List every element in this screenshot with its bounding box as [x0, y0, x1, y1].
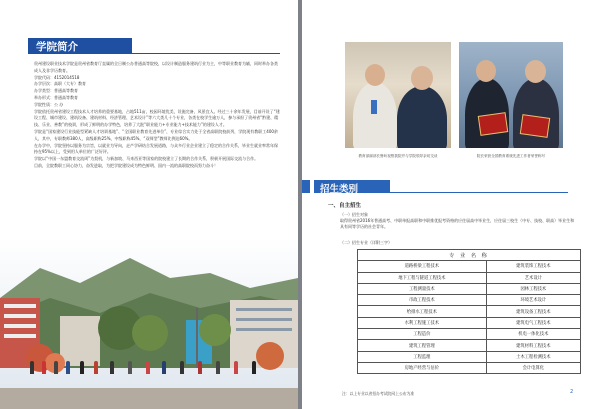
- major-cell: 建筑材料工程技术: [486, 340, 580, 351]
- table-row: [358, 317, 581, 328]
- major-cell: 会计电算化: [486, 362, 580, 373]
- section-accent: [302, 180, 310, 193]
- section-title: 招生类别: [320, 184, 359, 195]
- page-number: 2: [570, 389, 574, 395]
- major-cell: 给排水工程技术: [358, 306, 487, 317]
- table-row: [358, 283, 581, 294]
- intro-text: [34, 61, 280, 170]
- photo-caption-2: 院长荣获全国教育系统先进工作者荣誉称号: [476, 154, 546, 158]
- campus-photo: [0, 238, 298, 409]
- table-row: [358, 329, 581, 340]
- photo-caption-1: 教育部副部长鲁昕视察我院并与学院领导亲切交谈: [358, 154, 438, 158]
- intro-paragraph: 学院是“国家建设行业技能型紧缺人才培训基地”、“全国职业教育先进单位”，专业综合实力处于全省高职院校前列，学院现有教职工400余人，其中，专职教师380人，高级职称25%，中级职称45%，“双师型”教师比例达60%。: [34, 128, 278, 141]
- banner-rule: [132, 53, 280, 54]
- school-form: 举办形式：普通高等教育: [34, 94, 78, 100]
- major-cell: 建筑工程管理: [358, 340, 487, 351]
- table-row: [358, 295, 581, 306]
- table-row: [358, 340, 581, 351]
- target-description: 取得贵州省2016年普通高考、中职单报高职和中职推优报考资格的应往届高中毕业生，应往届三校生（中专、技校、职高）毕业生和具有同等学历的社会青年。: [340, 218, 575, 229]
- footnote: 注：以上专业以省招办考试院网上公布为准: [342, 391, 415, 396]
- major-cell: 房地产经营与估价: [358, 362, 487, 373]
- heading-self-enrollment: 一、自主招生: [328, 203, 362, 209]
- intro-paragraph: 贵州建设职业技术学院是贵州省教育厅直属的全日制公办普通高等院校，以设计制造服务建筑行业为主，中等职业教育为辅，同时举办各类成人及非学历教育。: [34, 61, 278, 73]
- major-cell: 园林工程技术: [486, 283, 580, 294]
- major-cell: 建筑电气工程技术: [486, 317, 580, 328]
- school-type: 办学类型：普通高等教育: [34, 88, 78, 94]
- subheading-majors: （二）招生专业（详附三字）: [340, 240, 392, 245]
- section-banner: [314, 180, 390, 193]
- table-row: [358, 261, 581, 272]
- major-cell: 工程造价: [358, 329, 487, 340]
- photo-vice-minister: [345, 42, 451, 148]
- school-level: 办学层次：高职（大专）教育: [34, 81, 86, 87]
- intro-banner: [28, 38, 132, 54]
- section-rule: [390, 192, 568, 193]
- school-code: 学院代码：4152014518: [34, 74, 80, 80]
- majors-table: [357, 249, 581, 374]
- photo-award: [459, 42, 563, 148]
- intro-paragraph: 学院以“中国一东盟教育交流周”为契机，与新加坡、马来西亚等国家的院校建立了长期的合作关系，积极开展国际交流与合作。: [34, 156, 259, 162]
- table-row: [358, 272, 581, 283]
- major-cell: 道路桥梁工程技术: [358, 261, 487, 272]
- table-row: [358, 351, 581, 362]
- major-cell: 地下工程与隧道工程技术: [358, 272, 487, 283]
- major-cell: 机电一体化技术: [486, 329, 580, 340]
- left-page: [0, 0, 298, 409]
- table-row: [358, 306, 581, 317]
- table-row: [358, 362, 581, 373]
- major-cell: 土木工程检测技术: [486, 351, 580, 362]
- intro-title: 学院简介: [36, 41, 78, 53]
- major-cell: 工程监理: [358, 351, 487, 362]
- major-cell: 建筑装饰工程技术: [486, 261, 580, 272]
- subheading-target: （一）招生对象: [340, 212, 368, 217]
- intro-paragraph: 在办学中，学院坚持以服务为宗旨，以就业为导向，走产学研结合发展道路，与众多行业企业建立了稳定的合作关系，毕业生就业率常年保持在95%以上，受到用人单位的广泛好评。: [34, 142, 278, 155]
- major-cell: 市政工程技术: [358, 295, 487, 306]
- intro-paragraph: 学院依托贵州省建设工程技术人才培养的重要基地，占地511亩，校园环境优美，设施完备，风景宜人。经过三十余年发展，目前开设了“建设工程、城市建设、建筑设备、建筑材料、经济管理、艺术设计”等六大类几十个专业，各类在校学生逾万人，参与承担了贵州省“黔建、精技、乐业、善教”的校训，形成了鲜明的办学特色，培养了大批“职业能力+专业能力+技术能力”的建设人才。: [34, 108, 280, 128]
- majors-table-header: 专 业 名 称: [358, 250, 581, 261]
- intro-paragraph: 目前，全院教职工同心协力，奋发进取，为把学院建设成为特色鲜明、国内一流的高职院校而努力奋斗！: [34, 162, 218, 168]
- major-cell: 环境艺术设计: [486, 295, 580, 306]
- major-cell: 建筑设备工程技术: [486, 306, 580, 317]
- right-page: [302, 0, 600, 409]
- major-cell: 艺术设计: [486, 272, 580, 283]
- major-cell: 工程测量技术: [358, 283, 487, 294]
- school-nature: 学院性质：公 办: [34, 101, 64, 107]
- crowd: [20, 361, 270, 391]
- major-cell: 水利工程施工技术: [358, 317, 487, 328]
